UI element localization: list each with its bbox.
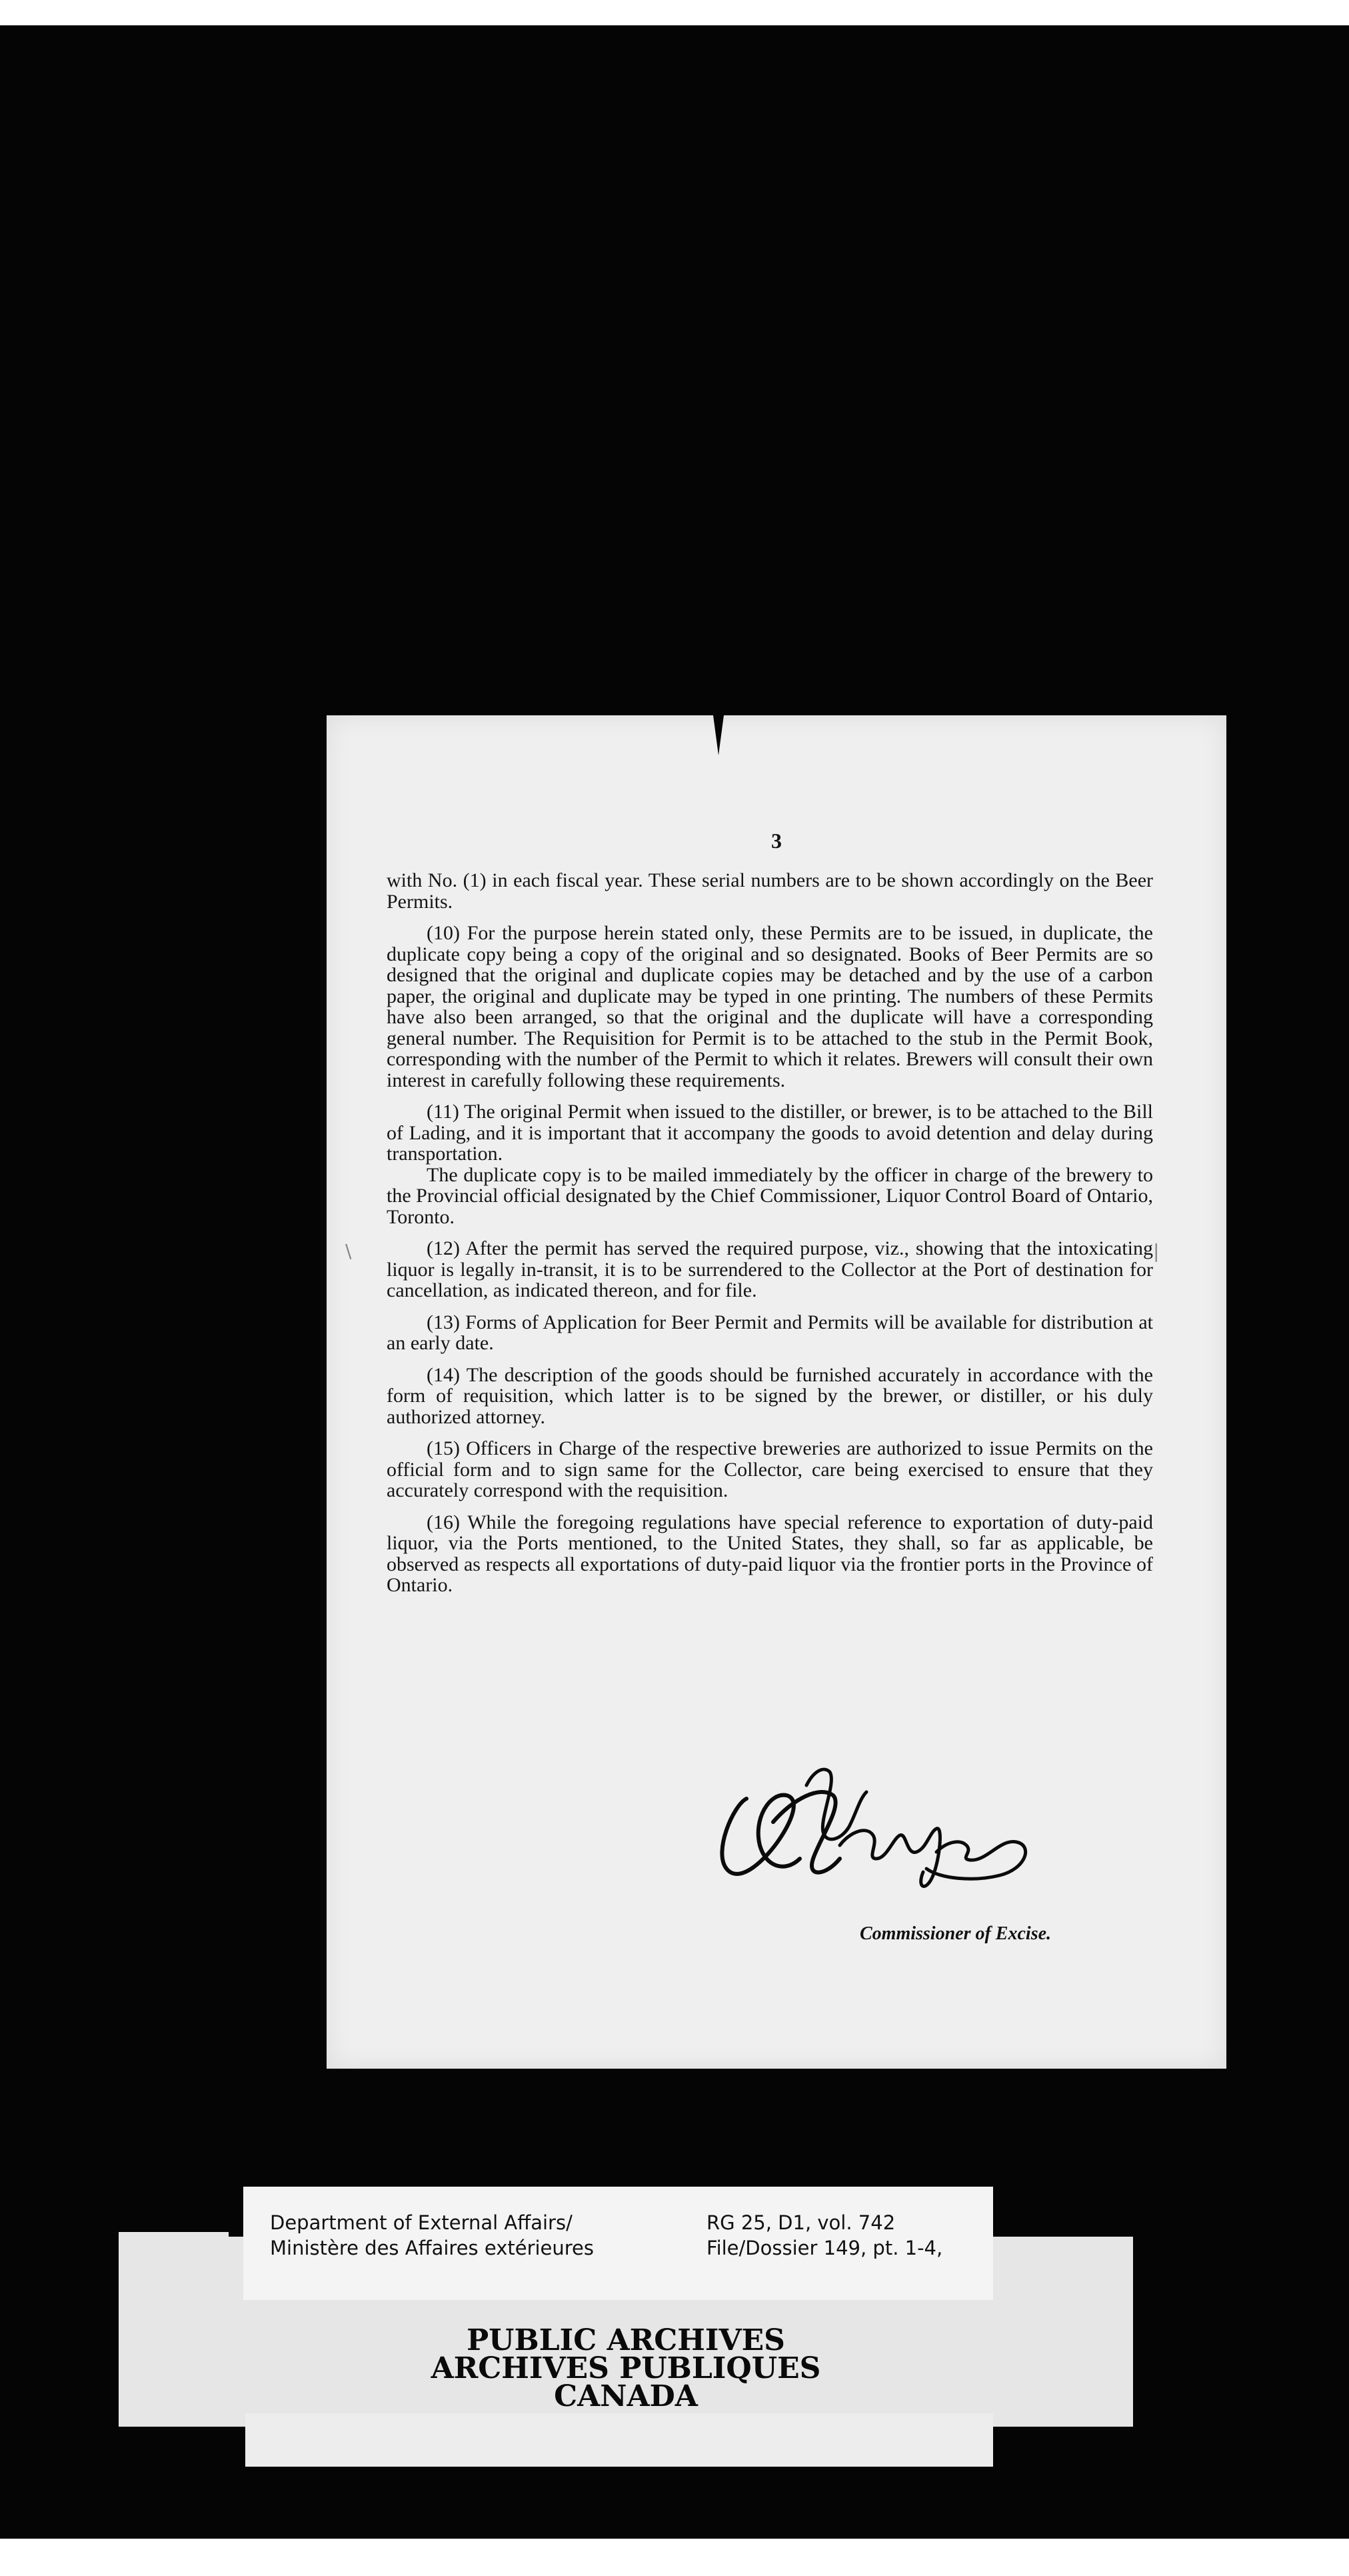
handwritten-signature (706, 1759, 1033, 1919)
department-en: Department of External Affairs/ (270, 2211, 573, 2234)
microfilm-frame (0, 25, 1349, 2539)
document-page (327, 715, 1226, 2069)
department-names (270, 2210, 594, 2261)
paragraph-16: (16) While the foregoing regulations have special reference to exportation of duty-paid liquor, via the Ports mentioned, to the United States, they shall, so far as applicable, be observed as respects all exportations of duty-paid liquor via the frontier ports in the Province of Ontario. (387, 1511, 1153, 1596)
department-fr: Ministère des Affaires extérieures (270, 2237, 595, 2259)
margin-mark: | (1153, 1240, 1160, 1262)
paragraph-11-duplicate: The duplicate copy is to be mailed immediately by the officer in charge of the brewery to the Provincial official designated by the Chief Commissioner, Liquor Control Board of Ontario, Toronto. (387, 1163, 1153, 1228)
archive-stamp-tab (119, 2232, 229, 2299)
archive-stamp-base (245, 2413, 993, 2467)
margin-mark: \ (345, 1240, 352, 1262)
paragraph-11: (11) The original Permit when issued to the distiller, or brewer, is to be attached to the Bill of Lading, and it is important that it accompany the goods to avoid detention and delay during transportation. (387, 1101, 1153, 1165)
reference-line-1: RG 25, D1, vol. 742 (706, 2211, 896, 2234)
archive-name-line-2: ARCHIVES PUBLIQUES (431, 2351, 821, 2385)
archive-name-line-3: CANADA (554, 2379, 698, 2413)
record-reference (706, 2210, 942, 2261)
archive-name (119, 2323, 1133, 2413)
paragraph-14: (14) The description of the goods should be furnished accurately in accordance with the form of requisition, which latter is to be signed by the brewer, or distiller, or his duly authorized attorney. (387, 1363, 1153, 1428)
signer-title: Commissioner of Excise. (860, 1923, 1052, 1944)
paragraph-10: (10) For the purpose herein stated only, these Permits are to be issued, in duplicate, the duplicate copy being a copy of the original and so designated. Books of Beer Permits are so designed that the original and duplicate copies may be detached and by the use of a carbon paper, the original and duplicate may be typed in one printing. The numbers of these Permits have also been arranged, so that the original and the duplicate will have a corresponding general number. The Requisition for Permit is to be attached to the stub in the Permit Book, corresponding with the number of the Permit to which it relates. Brewers will consult their own interest in carefully following these requirements. (387, 922, 1153, 1091)
paragraph-12: (12) After the permit has served the required purpose, viz., showing that the intoxicating liquor is legally in-transit, it is to be surrendered to the Collector at the Port of destination for cancellation, as indicated thereon, and for file. (387, 1237, 1153, 1301)
archive-name-line-1: PUBLIC ARCHIVES (467, 2323, 785, 2357)
body-text (387, 870, 1153, 1607)
paragraph-13: (13) Forms of Application for Beer Permit and Permits will be available for distribution at an early date. (387, 1311, 1153, 1354)
paragraph-15: (15) Officers in Charge of the respective breweries are authorized to issue Permits on the official form and to sign same for the Collector, care being exercised to ensure that they accurately correspond with the requisition. (387, 1437, 1153, 1501)
reference-line-2: File/Dossier 149, pt. 1-4, (706, 2237, 943, 2259)
page-tear-notch (713, 715, 724, 755)
page-number: 3 (771, 829, 782, 853)
paragraph-continuation: with No. (1) in each fiscal year. These serial numbers are to be shown accordingly on the Beer Permits. (387, 869, 1153, 913)
archive-reference-card (243, 2187, 993, 2300)
archive-stamp-tab (1026, 2237, 1133, 2297)
